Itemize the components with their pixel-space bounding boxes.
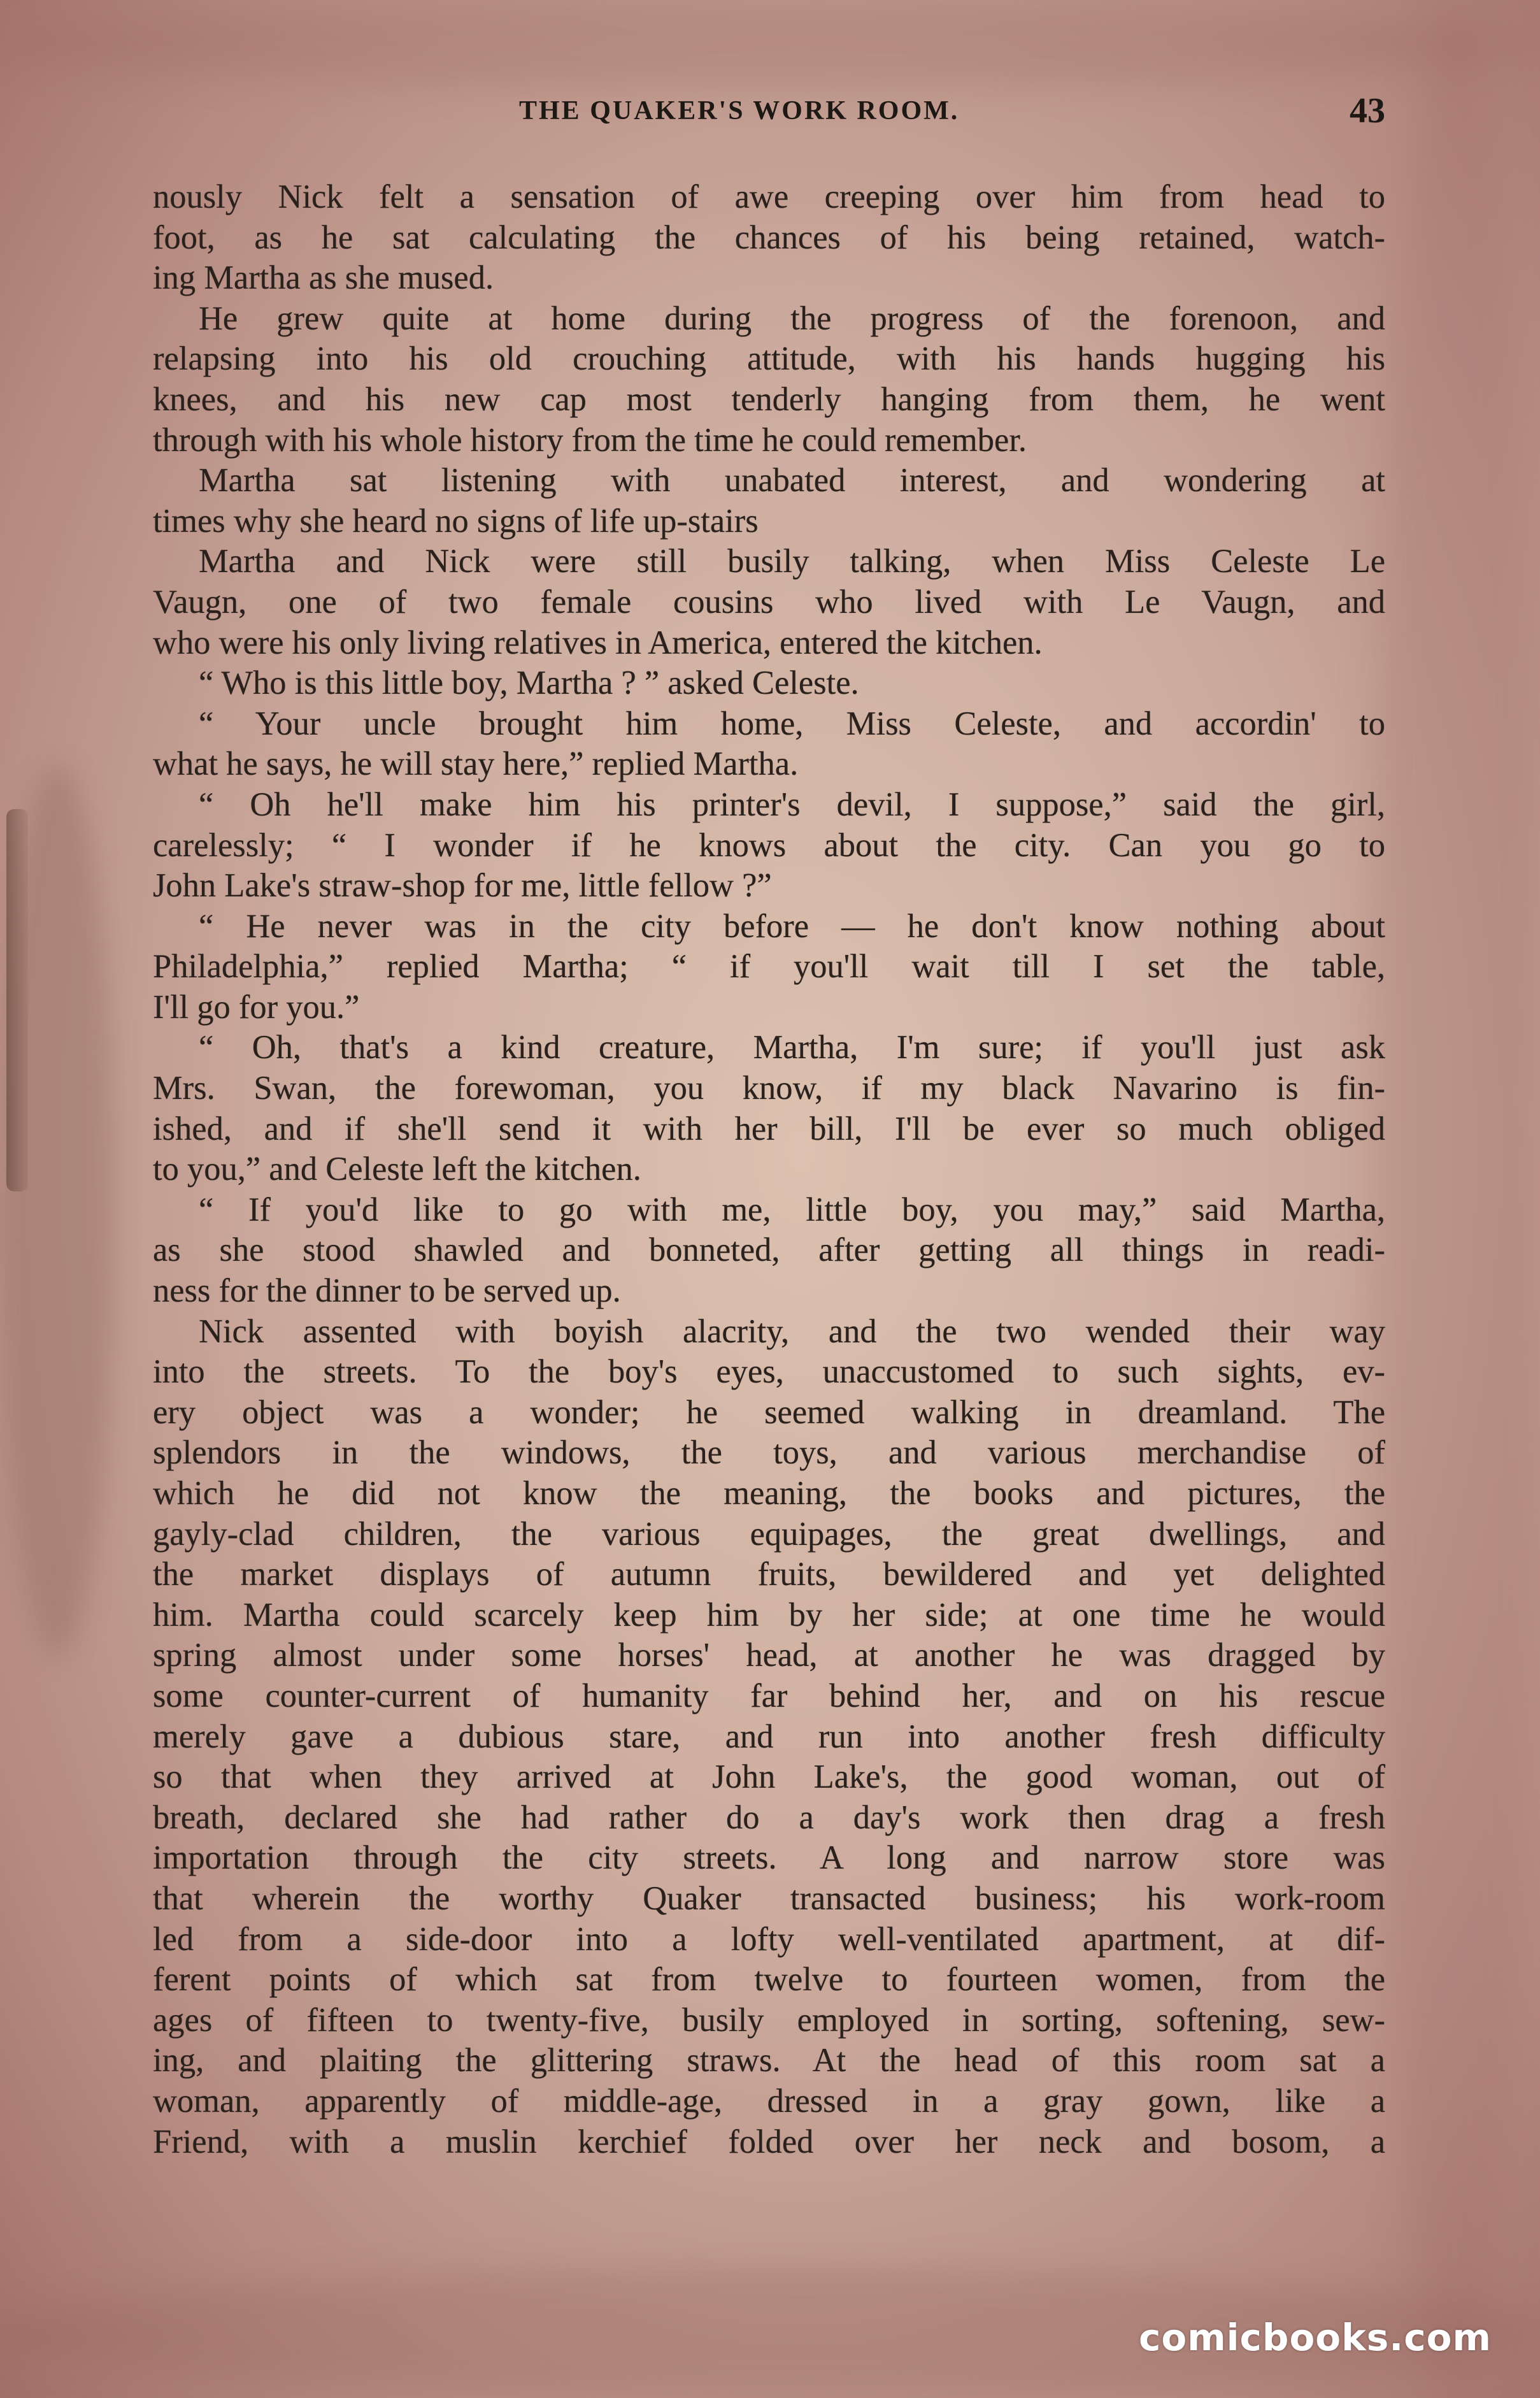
text-line: ing Martha as she mused. [153, 259, 494, 297]
text-line: ages of fifteen to twenty-five, busily employed in sorting, softening, sew- [153, 2001, 1385, 2039]
text-line: splendors in the windows, the toys, and various merchandise of [153, 1434, 1385, 1472]
watermark: comicbooks.com [1139, 2316, 1492, 2359]
binding-tear [6, 809, 28, 1191]
text-line: merely gave a dubious stare, and run into another fresh difficulty [153, 1718, 1385, 1755]
body-text [153, 177, 1385, 2162]
page-number: 43 [1350, 91, 1385, 131]
text-line: into the streets. To the boy's eyes, unaccustomed to such sights, ev- [153, 1353, 1385, 1391]
text-line: “ Oh he'll make him his printer's devil, I suppose,” said the girl, [199, 786, 1385, 823]
text-line: ing, and plaiting the glittering straws. At the head of this room sat a [153, 2042, 1385, 2079]
text-line: some counter-current of humanity far behind her, and on his rescue [153, 1677, 1385, 1714]
text-line: I'll go for you.” [153, 988, 360, 1026]
text-line: Vaugn, one of two female cousins who lived with Le Vaugn, and [153, 583, 1385, 621]
text-line: that wherein the worthy Quaker transacted business; his work-room [153, 1879, 1385, 1917]
text-line: what he says, he will stay here,” replied Martha. [153, 745, 799, 783]
text-line: “ Who is this little boy, Martha ? ” asked Celeste. [199, 664, 859, 702]
text-line: nously Nick felt a sensation of awe creeping over him from head to [153, 178, 1385, 215]
running-title: THE QUAKER'S WORK ROOM. [519, 96, 960, 126]
text-line: Philadelphia,” replied Martha; “ if you'll wait till I set the table, [153, 948, 1385, 986]
text-line: which he did not know the meaning, the books and pictures, the [153, 1475, 1385, 1512]
text-line: carelessly; “ I wonder if he knows about the city. Can you go to [153, 826, 1385, 864]
text-line: “ Oh, that's a kind creature, Martha, I'm sure; if you'll just ask [199, 1029, 1385, 1066]
text-line: spring almost under some horses' head, at another he was dragged by [153, 1637, 1385, 1674]
text-line: Martha and Nick were still busily talking, when Miss Celeste Le [199, 543, 1385, 580]
page-stain-top [0, 0, 1540, 89]
text-line: ery object was a wonder; he seemed walking in dreamland. The [153, 1393, 1385, 1431]
text-line: breath, declared she had rather do a day's work then drag a fresh [153, 1798, 1385, 1836]
text-line: “ If you'd like to go with me, little boy, you may,” said Martha, [199, 1191, 1385, 1228]
text-line: Martha sat listening with unabated interest, and wondering at [199, 462, 1385, 499]
text-line: Friend, with a muslin kerchief folded over her neck and bosom, a [153, 2123, 1385, 2160]
text-line: importation through the city streets. A long and narrow store was [153, 1839, 1385, 1877]
text-line: ferent points of which sat from twelve to fourteen women, from the [153, 1961, 1385, 1999]
page-header [153, 90, 1385, 135]
text-line: led from a side-door into a lofty well-ventilated apartment, at dif- [153, 1920, 1385, 1958]
text-line: as she stood shawled and bonneted, after getting all things in readi- [153, 1231, 1385, 1269]
text-line: John Lake's straw-shop for me, little fellow ?” [153, 867, 772, 905]
text-line: “ Your uncle brought him home, Miss Celeste, and accordin' to [199, 705, 1385, 742]
text-line: He grew quite at home during the progress of the forenoon, and [199, 299, 1385, 337]
text-line: woman, apparently of middle-age, dressed in a gray gown, like a [153, 2082, 1385, 2120]
text-line: gayly-clad children, the various equipages, the great dwellings, and [153, 1515, 1385, 1553]
text-line: “ He never was in the city before — he don't know nothing about [199, 907, 1385, 945]
text-line: him. Martha could scarcely keep him by her side; at one time he would [153, 1596, 1385, 1633]
text-line: Mrs. Swan, the forewoman, you know, if my black Navarino is fin- [153, 1070, 1385, 1107]
text-line: Nick assented with boyish alacrity, and the two wended their way [199, 1312, 1385, 1350]
text-line: knees, and his new cap most tenderly hanging from them, he went [153, 380, 1385, 418]
text-line: who were his only living relatives in America, entered the kitchen. [153, 624, 1043, 661]
text-line: so that when they arrived at John Lake's, the good woman, out of [153, 1758, 1385, 1796]
text-line: times why she heard no signs of life up-stairs [153, 502, 759, 540]
text-line: to you,” and Celeste left the kitchen. [153, 1151, 641, 1188]
text-line: ness for the dinner to be served up. [153, 1272, 621, 1310]
page-stain-right [1369, 0, 1540, 2398]
text-line: foot, as he sat calculating the chances of his being retained, watch- [153, 219, 1385, 256]
text-line: through with his whole history from the time he could remember. [153, 421, 1027, 459]
text-line: ished, and if she'll send it with her bill, I'll be ever so much obliged [153, 1110, 1385, 1147]
text-line: the market displays of autumn fruits, bewildered and yet delighted [153, 1556, 1385, 1593]
text-line: relapsing into his old crouching attitude, with his hands hugging his [153, 340, 1385, 378]
